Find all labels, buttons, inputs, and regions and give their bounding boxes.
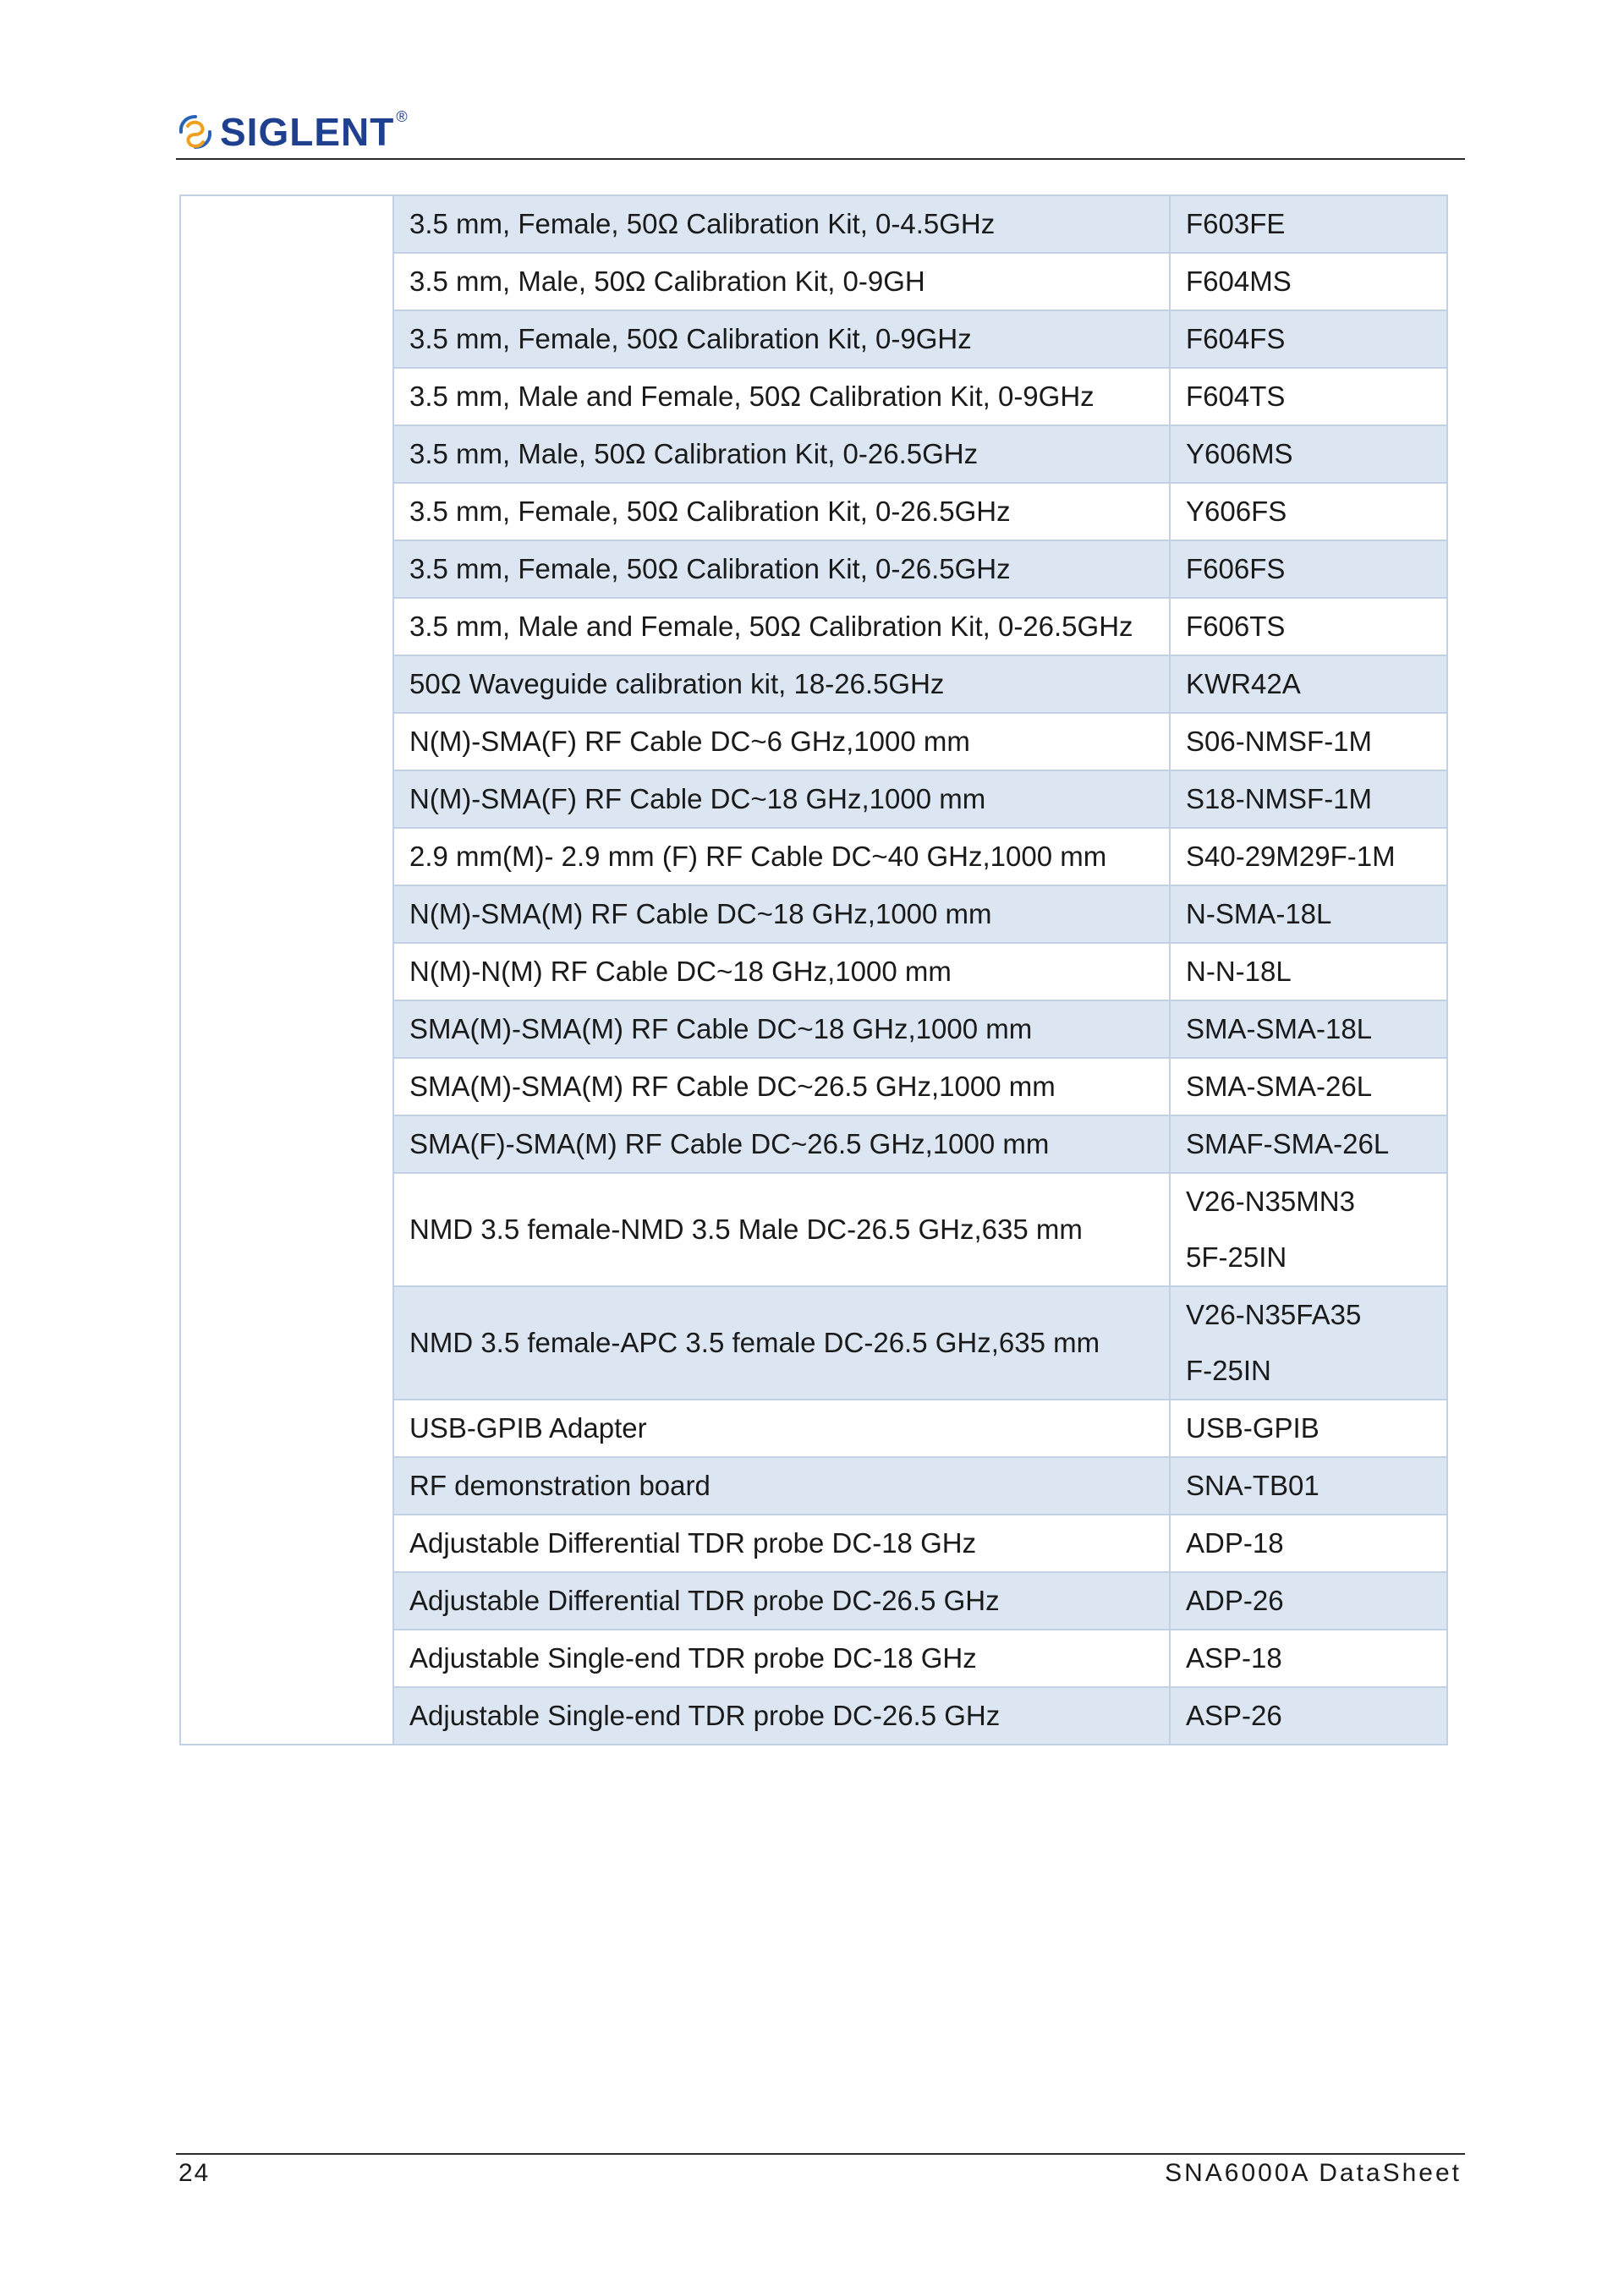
item-description: 3.5 mm, Male and Female, 50Ω Calibration Kit, 0-9GHz: [393, 368, 1170, 425]
item-model-text: V26-N35MN35F-25IN: [1186, 1186, 1355, 1273]
item-description: Adjustable Single-end TDR probe DC-26.5 GHz: [393, 1687, 1170, 1745]
item-description: 3.5 mm, Female, 50Ω Calibration Kit, 0-9GHz: [393, 310, 1170, 368]
item-model: ASP-26: [1170, 1687, 1447, 1745]
item-model: F606FS: [1170, 540, 1447, 598]
item-model: N-N-18L: [1170, 943, 1447, 1000]
item-description: Adjustable Differential TDR probe DC-26.5 GHz: [393, 1572, 1170, 1630]
item-model: ADP-26: [1170, 1572, 1447, 1630]
item-model: SMA-SMA-26L: [1170, 1058, 1447, 1115]
siglent-logo-icon: [176, 112, 215, 151]
item-model: F604FS: [1170, 310, 1447, 368]
item-description: 2.9 mm(M)- 2.9 mm (F) RF Cable DC~40 GHz,1000 mm: [393, 828, 1170, 885]
item-description: NMD 3.5 female-NMD 3.5 Male DC-26.5 GHz,635 mm: [393, 1173, 1170, 1286]
item-model: SMA-SMA-18L: [1170, 1000, 1447, 1058]
item-model: ASP-18: [1170, 1630, 1447, 1687]
item-model: S06-NMSF-1M: [1170, 713, 1447, 770]
item-description: 3.5 mm, Male and Female, 50Ω Calibration Kit, 0-26.5GHz: [393, 598, 1170, 655]
accessories-table: [179, 195, 1448, 1745]
item-model: SMAF-SMA-26L: [1170, 1115, 1447, 1173]
item-model: F606TS: [1170, 598, 1447, 655]
item-description: SMA(M)-SMA(M) RF Cable DC~18 GHz,1000 mm: [393, 1000, 1170, 1058]
item-model: F603FE: [1170, 195, 1447, 253]
item-description: N(M)-SMA(F) RF Cable DC~6 GHz,1000 mm: [393, 713, 1170, 770]
item-model: Y606FS: [1170, 483, 1447, 540]
item-description: SMA(M)-SMA(M) RF Cable DC~26.5 GHz,1000 mm: [393, 1058, 1170, 1115]
table-row: [180, 195, 1447, 253]
item-description: 3.5 mm, Male, 50Ω Calibration Kit, 0-9GH: [393, 253, 1170, 310]
item-model: S18-NMSF-1M: [1170, 770, 1447, 828]
item-model: F604TS: [1170, 368, 1447, 425]
item-description: RF demonstration board: [393, 1457, 1170, 1515]
footer-rule: [176, 2153, 1465, 2155]
item-model: ADP-18: [1170, 1515, 1447, 1572]
item-model-text: V26-N35FA35F-25IN: [1186, 1299, 1362, 1386]
item-model: SNA-TB01: [1170, 1457, 1447, 1515]
item-model: KWR42A: [1170, 655, 1447, 713]
item-model: [1170, 1173, 1447, 1286]
item-description: SMA(F)-SMA(M) RF Cable DC~26.5 GHz,1000 mm: [393, 1115, 1170, 1173]
item-model: USB-GPIB: [1170, 1400, 1447, 1457]
item-model: S40-29M29F-1M: [1170, 828, 1447, 885]
item-description: 3.5 mm, Female, 50Ω Calibration Kit, 0-26.5GHz: [393, 540, 1170, 598]
item-description: 3.5 mm, Female, 50Ω Calibration Kit, 0-4.5GHz: [393, 195, 1170, 253]
item-model: Y606MS: [1170, 425, 1447, 483]
document-title: SNA6000A DataSheet: [1165, 2159, 1462, 2187]
item-model: F604MS: [1170, 253, 1447, 310]
siglent-logo: [176, 108, 408, 156]
item-model: N-SMA-18L: [1170, 885, 1447, 943]
category-cell: [180, 195, 393, 1745]
item-model: [1170, 1286, 1447, 1400]
item-description: 3.5 mm, Male, 50Ω Calibration Kit, 0-26.5GHz: [393, 425, 1170, 483]
item-description: USB-GPIB Adapter: [393, 1400, 1170, 1457]
item-description: 50Ω Waveguide calibration kit, 18-26.5GHz: [393, 655, 1170, 713]
item-description: Adjustable Differential TDR probe DC-18 GHz: [393, 1515, 1170, 1572]
page-number: 24: [178, 2159, 211, 2187]
accessories-table-body: [180, 195, 1447, 1745]
item-description: N(M)-N(M) RF Cable DC~18 GHz,1000 mm: [393, 943, 1170, 1000]
item-description: N(M)-SMA(M) RF Cable DC~18 GHz,1000 mm: [393, 885, 1170, 943]
item-description: N(M)-SMA(F) RF Cable DC~18 GHz,1000 mm: [393, 770, 1170, 828]
registered-mark: ®: [396, 108, 408, 125]
brand-name: SIGLENT: [220, 110, 395, 154]
header-rule: [176, 158, 1465, 160]
item-description: NMD 3.5 female-APC 3.5 female DC-26.5 GHz,635 mm: [393, 1286, 1170, 1400]
item-description: Adjustable Single-end TDR probe DC-18 GHz: [393, 1630, 1170, 1687]
item-description: 3.5 mm, Female, 50Ω Calibration Kit, 0-26.5GHz: [393, 483, 1170, 540]
